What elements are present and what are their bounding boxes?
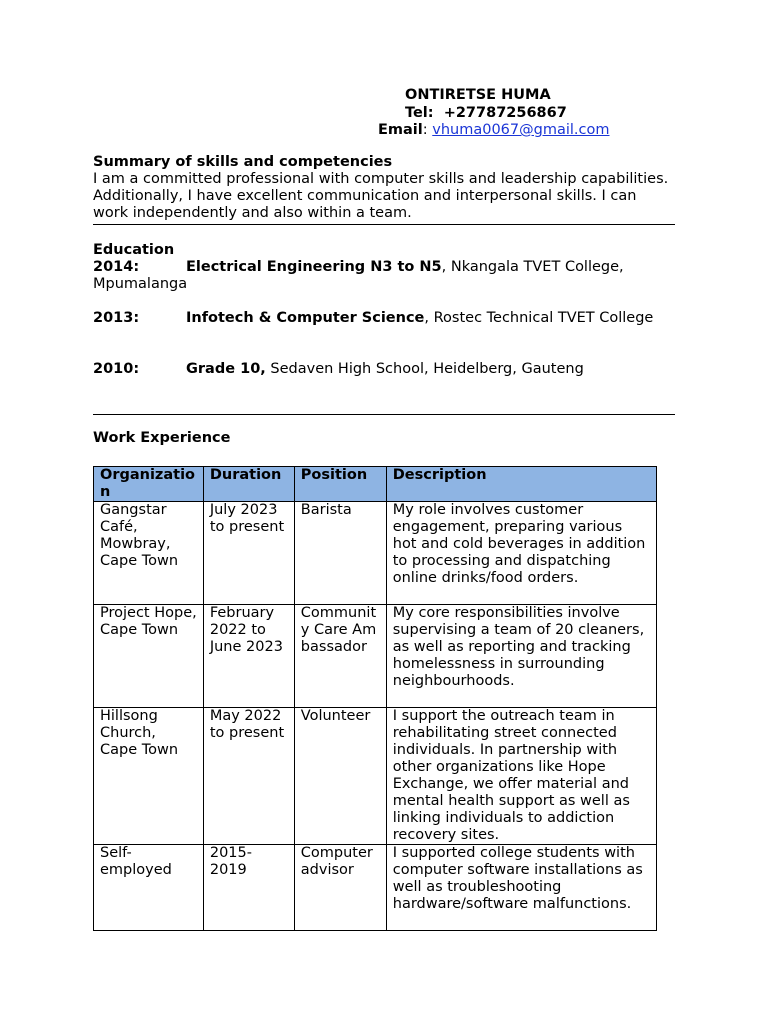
work-experience-table [93, 466, 657, 931]
education-qualification: Electrical Engineering N3 to N5 [186, 259, 442, 275]
cell-position: Community Care Ambassador [294, 605, 386, 708]
email-line: Email: vhuma0067@gmail.com [378, 122, 610, 138]
education-institution: , Rostec Technical TVET College [424, 310, 654, 326]
phone-label: Tel: [405, 105, 434, 121]
education-qualification: Infotech & Computer Science [186, 310, 425, 326]
table-row [94, 708, 657, 845]
education-item [93, 259, 675, 293]
summary-heading: Summary of skills and competencies [93, 154, 393, 170]
column-header-organization: Organization [94, 467, 204, 502]
cell-position: Computer advisor [294, 845, 386, 931]
phone-number: +27787256867 [443, 105, 567, 121]
cell-duration: February 2022 to June 2023 [203, 605, 294, 708]
email-link[interactable]: vhuma0067@gmail.com [432, 122, 610, 138]
phone-line [405, 104, 567, 122]
table-header-row [94, 467, 657, 502]
cell-organization: Gangstar Café, Mowbray, Cape Town [94, 502, 204, 605]
divider [93, 414, 675, 415]
education-heading [93, 242, 675, 259]
cell-position: Volunteer [294, 708, 386, 845]
column-header-description: Description [386, 467, 656, 502]
cell-duration: July 2023 to present [203, 502, 294, 605]
table-row [94, 502, 657, 605]
email-label: Email [378, 122, 423, 138]
divider [93, 224, 675, 225]
cell-duration: 2015-2019 [203, 845, 294, 931]
education-qualification: Grade 10, [186, 361, 266, 377]
education-item [93, 361, 675, 378]
candidate-name: ONTIRETSE HUMA [405, 87, 551, 103]
work-heading: Work Experience [93, 430, 231, 446]
cell-organization: Self-employed [94, 845, 204, 931]
education-institution: Sedaven High School, Heidelberg, Gauteng [265, 361, 584, 377]
cell-description: My core responsibilities involve supervising a team of 20 cleaners, as well as reporting and tracking homelessness in surrounding neighbourhoods. [386, 605, 656, 708]
cell-duration: May 2022 to present [203, 708, 294, 845]
summary-section [93, 154, 675, 222]
cell-description: My role involves customer engagement, preparing various hot and cold beverages in addition to processing and dispatching online drinks/food orders. [386, 502, 656, 605]
education-year: 2010: [93, 361, 140, 377]
summary-text: I am a committed professional with computer skills and leadership capabilities. Additionally, I have excellent communication and interpersonal skills. I can work independently and also within a team. [93, 171, 669, 221]
cell-description: I support the outreach team in rehabilitating street connected individuals. In partnership with other organizations like Hope Exchange, we offer material and mental health support as well as linking individuals to addiction recovery sites. [386, 708, 656, 845]
column-header-position: Position [294, 467, 386, 502]
column-header-duration: Duration [203, 467, 294, 502]
cell-position: Barista [294, 502, 386, 605]
cell-description: I supported college students with computer software installations as well as troubleshooting hardware/software malfunctions. [386, 845, 656, 931]
education-year: 2014: [93, 259, 140, 275]
education-year: 2013: [93, 310, 140, 326]
education-institution: , Nkangala TVET College, Mpumalanga [93, 259, 624, 292]
education-item [93, 310, 675, 327]
cell-organization: Hillsong Church, Cape Town [94, 708, 204, 845]
table-row [94, 845, 657, 931]
cell-organization: Project Hope, Cape Town [94, 605, 204, 708]
table-row [94, 605, 657, 708]
education-title: Education [93, 242, 175, 258]
